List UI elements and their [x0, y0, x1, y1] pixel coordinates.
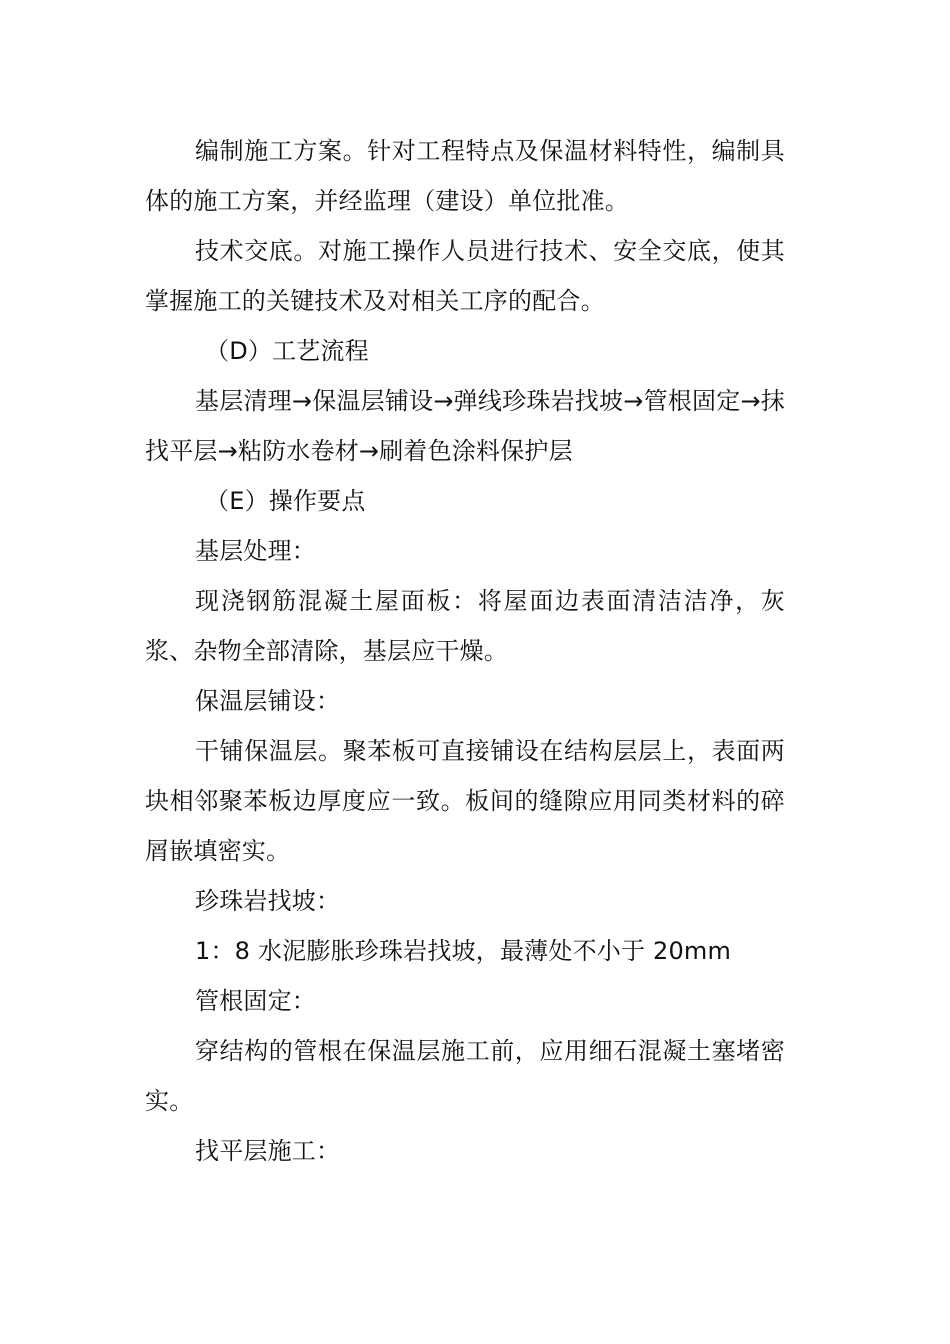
paragraph-pipe-root-fixing: 穿结构的管根在保温层施工前，应用细石混凝土塞堵密实。	[145, 1037, 785, 1115]
paragraph-process-flow: 基层清理→保温层铺设→弹线珍珠岩找坡→管根固定→抹找平层→粘防水卷材→刷着色涂料保护层	[145, 387, 785, 465]
subheading-insulation-laying: 保温层铺设：	[195, 687, 341, 715]
heading-process-flow: （D）工艺流程	[205, 337, 369, 365]
subheading-leveling-layer: 找平层施工：	[195, 1137, 341, 1165]
subheading-perlite-slope: 珍珠岩找坡：	[195, 887, 341, 915]
subheading-pipe-root-fixing: 管根固定：	[195, 987, 316, 1015]
paragraph-perlite-slope: 1：8 水泥膨胀珍珠岩找坡，最薄处不小于 20mm	[195, 937, 732, 965]
subheading-base-treatment: 基层处理：	[195, 537, 316, 565]
paragraph-construction-plan: 编制施工方案。针对工程特点及保温材料特性，编制具体的施工方案，并经监理（建设）单位批准。	[145, 137, 785, 215]
paragraph-insulation-laying: 干铺保温层。聚苯板可直接铺设在结构层层上，表面两块相邻聚苯板边厚度应一致。板间的缝隙应用同类材料的碎屑嵌填密实。	[145, 737, 785, 865]
document-body	[145, 126, 785, 1176]
paragraph-technical-briefing: 技术交底。对施工操作人员进行技术、安全交底，使其掌握施工的关键技术及对相关工序的配合。	[145, 237, 785, 315]
paragraph-base-treatment: 现浇钢筋混凝土屋面板：将屋面边表面清洁洁净，灰浆、杂物全部清除，基层应干燥。	[145, 587, 785, 665]
heading-key-operations: （E）操作要点	[205, 487, 366, 515]
